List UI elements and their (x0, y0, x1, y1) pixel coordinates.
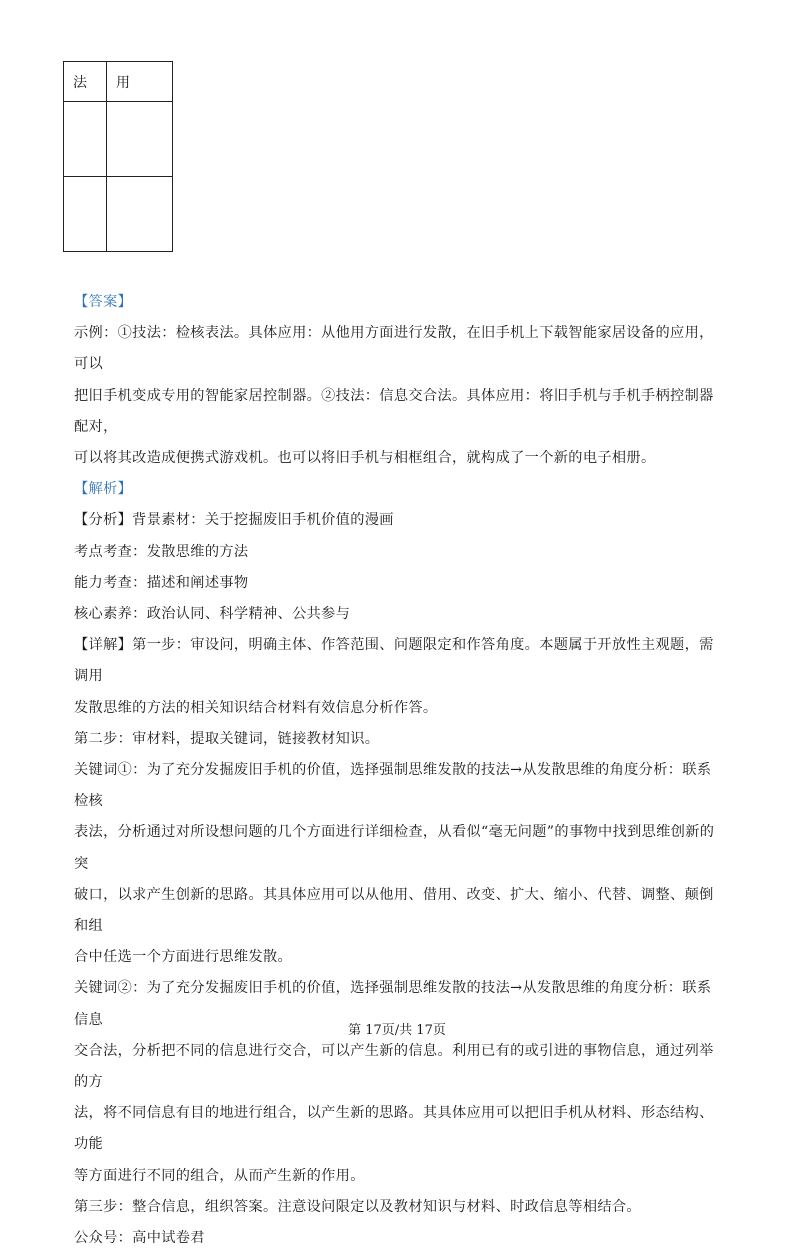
document-body (74, 287, 724, 1254)
answer-line: 示例：①技法：检核表法。具体应用：从他用方面进行发散，在旧手机上下载智能家居设备的应用，可以 (74, 325, 714, 373)
analysis-line: 破口，以求产生创新的思路。其具体应用可以从他用、借用、改变、扩大、缩小、代替、调整、颠倒和组 (74, 886, 714, 935)
table-row (64, 102, 173, 177)
analysis-line: 【详解】第一步：审设问，明确主体、作答范围、问题限定和作答角度。本题属于开放性主观题，需调用 (74, 637, 714, 685)
table-cell (107, 102, 173, 177)
analysis-line: 发散思维的方法的相关知识结合材料有效信息分析作答。 (74, 699, 438, 716)
table-cell (64, 177, 107, 252)
analysis-line: 核心素养：政治认同、科学精神、公共参与 (74, 606, 351, 623)
analysis-line: 公众号：高中试卷君 (74, 1230, 205, 1247)
answer-tag: 【答案】 (74, 294, 133, 310)
table-header-cell: 法 (64, 62, 107, 102)
answer-line: 可以将其改造成便携式游戏机。也可以将旧手机与相框组合，就构成了一个新的电子相册。 (74, 450, 656, 467)
page-number: 第 17页/共 17页 (348, 1023, 446, 1038)
analysis-line: 关键词①：为了充分发掘废旧手机的价值，选择强制思维发散的技法→从发散思维的角度分析：联系检核 (74, 762, 712, 810)
analysis-line: 第二步：审材料，提取关键词，链接教材知识。 (74, 730, 380, 747)
answer-line: 把旧手机变成专用的智能家居控制器。②技法：信息交合法。具体应用：将旧手机与手机手柄控制器配对， (74, 387, 714, 435)
table-header-cell: 用 (107, 62, 173, 102)
table-header-row (64, 62, 173, 102)
analysis-line: 关键词②：为了充分发掘废旧手机的价值，选择强制思维发散的技法→从发散思维的角度分析：联系信息 (74, 980, 712, 1028)
table-row (64, 177, 173, 252)
table-cell (64, 102, 107, 177)
analysis-line: 第三步：整合信息，组织答案。注意设问限定以及教材知识与材料、时政信息等相结合。 (74, 1198, 641, 1215)
analysis-line: 【分析】背景素材：关于挖掘废旧手机价值的漫画 (74, 512, 394, 529)
analysis-line: 等方面进行不同的组合，从而产生新的作用。 (74, 1167, 365, 1184)
analysis-line: 合中任选一个方面进行思维发散。 (74, 949, 293, 966)
analysis-line: 表法，分析通过对所设想问题的几个方面进行详细检查，从看似“毫无问题”的事物中找到思维创新的突 (74, 824, 715, 872)
analysis-tag: 【解析】 (74, 481, 133, 498)
answer-table (63, 61, 173, 252)
table-cell (107, 177, 173, 252)
analysis-line: 能力考查：描述和阐述事物 (74, 574, 249, 591)
analysis-line: 考点考查：发散思维的方法 (74, 543, 249, 560)
analysis-line: 交合法，分析把不同的信息进行交合，可以产生新的信息。利用已有的或引进的事物信息，通过列举的方 (74, 1042, 714, 1091)
analysis-line: 法，将不同信息有目的地进行组合，以产生新的思路。其具体应用可以把旧手机从材料、形态结构、功能 (74, 1105, 714, 1153)
